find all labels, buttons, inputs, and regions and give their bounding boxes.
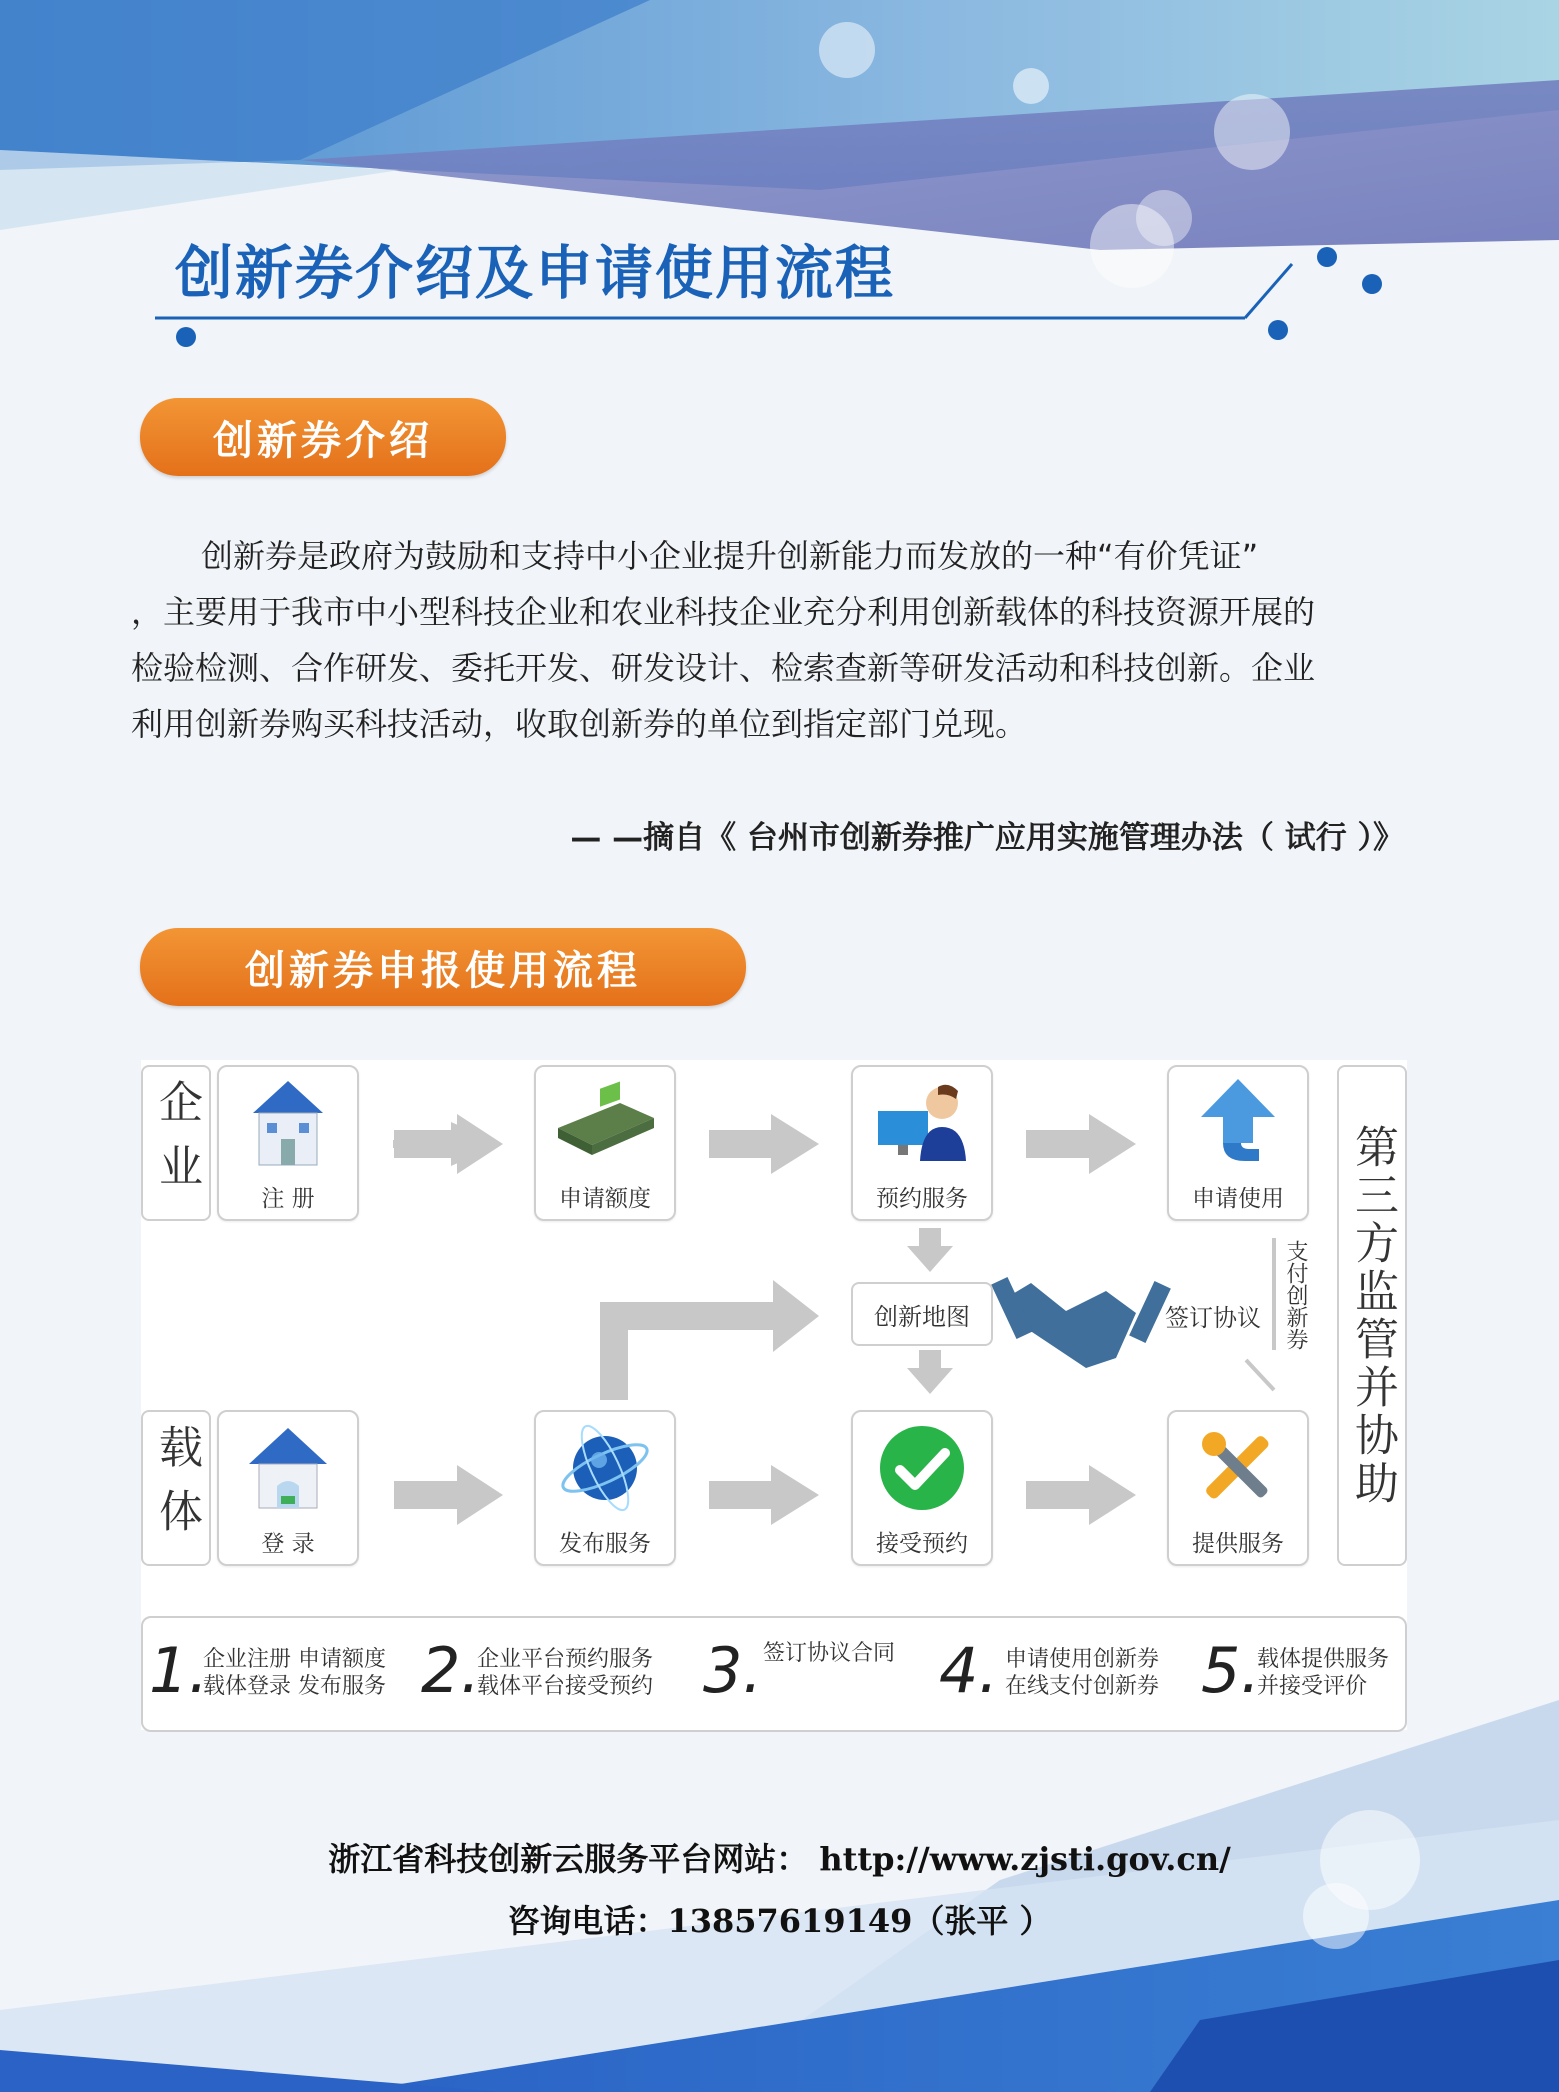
step-text	[1005, 1646, 1159, 1700]
step-number: 1.	[149, 1634, 209, 1707]
carrier-label	[141, 1410, 211, 1566]
up-arrow-icon	[1193, 1073, 1283, 1168]
step-line: 载体提供服务	[1257, 1647, 1390, 1672]
innovation-map[interactable]: 创新地图	[851, 1282, 993, 1346]
intro-heading: 创新券介绍	[140, 398, 506, 476]
login-step[interactable]	[217, 1410, 359, 1566]
publish-service-step[interactable]	[534, 1410, 676, 1566]
provide-service-step[interactable]	[1167, 1410, 1309, 1566]
page-title: 创新券介绍及申请使用流程	[175, 239, 896, 307]
provide-service-label: 提供服务	[1192, 1531, 1284, 1557]
third-party-label-text: 第三方监管并协助	[1347, 1123, 1398, 1508]
login-label: 登 录	[261, 1531, 315, 1557]
source-citation: — —摘自《 台州市创新券推广应用实施管理办法（ 试行 ）》	[570, 820, 1404, 856]
book-service-label: 预约服务	[876, 1186, 968, 1212]
step-line: 企业注册 申请额度	[203, 1647, 386, 1672]
register-step[interactable]	[217, 1065, 359, 1221]
step-line: 企业平台预约服务	[477, 1647, 654, 1672]
intro-line: 利用创新券购买科技活动，收取创新券的单位到指定部门兑现。	[131, 705, 1028, 743]
publish-service-label: 发布服务	[559, 1531, 651, 1557]
third-party-label	[1337, 1065, 1407, 1566]
enterprise-label-text: 企业	[151, 1079, 202, 1207]
handshake-icon	[991, 1277, 1171, 1368]
apply-use-step[interactable]	[1167, 1065, 1309, 1221]
accept-booking-label: 接受预约	[876, 1531, 968, 1557]
step-line: 在线支付创新券	[1005, 1674, 1160, 1699]
checkmark-icon	[872, 1418, 972, 1518]
money-stack-icon	[550, 1073, 660, 1163]
step-number: 4.	[939, 1634, 999, 1707]
step-line: 载体登录 发布服务	[203, 1674, 386, 1699]
flow-heading: 创新券申报使用流程	[140, 928, 746, 1006]
intro-paragraph	[131, 528, 1411, 752]
apply-quota-label: 申请额度	[559, 1186, 651, 1212]
footer-phone: 咨询电话：13857619149（张平 ）	[507, 1902, 1052, 1940]
step-text	[477, 1646, 653, 1700]
step-number: 2.	[421, 1634, 481, 1707]
intro-line: 创新券是政府为鼓励和支持中小企业提升创新能力而发放的一种“有价凭证”	[201, 537, 1259, 575]
step-text: 签订协议合同	[763, 1641, 896, 1666]
enterprise-label	[141, 1065, 211, 1221]
book-service-step[interactable]	[851, 1065, 993, 1221]
step-line: 载体平台接受预约	[477, 1674, 654, 1699]
tools-icon	[1188, 1418, 1288, 1518]
agreement-label: 签订协议	[1165, 1304, 1261, 1332]
carrier-label-text: 载体	[151, 1424, 202, 1552]
intro-line: 检验检测、合作研发、委托开发、研发设计、检索查新等研发活动和科技创新。企业	[131, 649, 1316, 687]
house-icon	[243, 1418, 333, 1518]
step-line: 并接受评价	[1257, 1674, 1368, 1699]
intro-line: ，主要用于我市中小型科技企业和农业科技企业充分利用创新载体的科技资源开展的	[131, 593, 1316, 631]
step-text	[1257, 1646, 1389, 1700]
step-number: 5.	[1201, 1634, 1261, 1707]
steps-summary	[141, 1616, 1407, 1732]
step-text	[203, 1646, 386, 1700]
user-computer-icon	[872, 1073, 972, 1168]
apply-quota-step[interactable]	[534, 1065, 676, 1221]
flow-diagram	[141, 1060, 1407, 1730]
step-line: 申请使用创新券	[1005, 1647, 1160, 1672]
step-number: 3.	[703, 1634, 763, 1707]
accept-booking-step[interactable]	[851, 1410, 993, 1566]
pay-voucher-label: 支付创新券	[1283, 1240, 1308, 1350]
register-label: 注 册	[261, 1186, 315, 1212]
building-icon	[243, 1073, 333, 1173]
apply-use-label: 申请使用	[1192, 1186, 1284, 1212]
footer-website: 浙江省科技创新云服务平台网站： http://www.zjsti.gov.cn/	[328, 1840, 1231, 1878]
globe-icon	[555, 1418, 655, 1518]
